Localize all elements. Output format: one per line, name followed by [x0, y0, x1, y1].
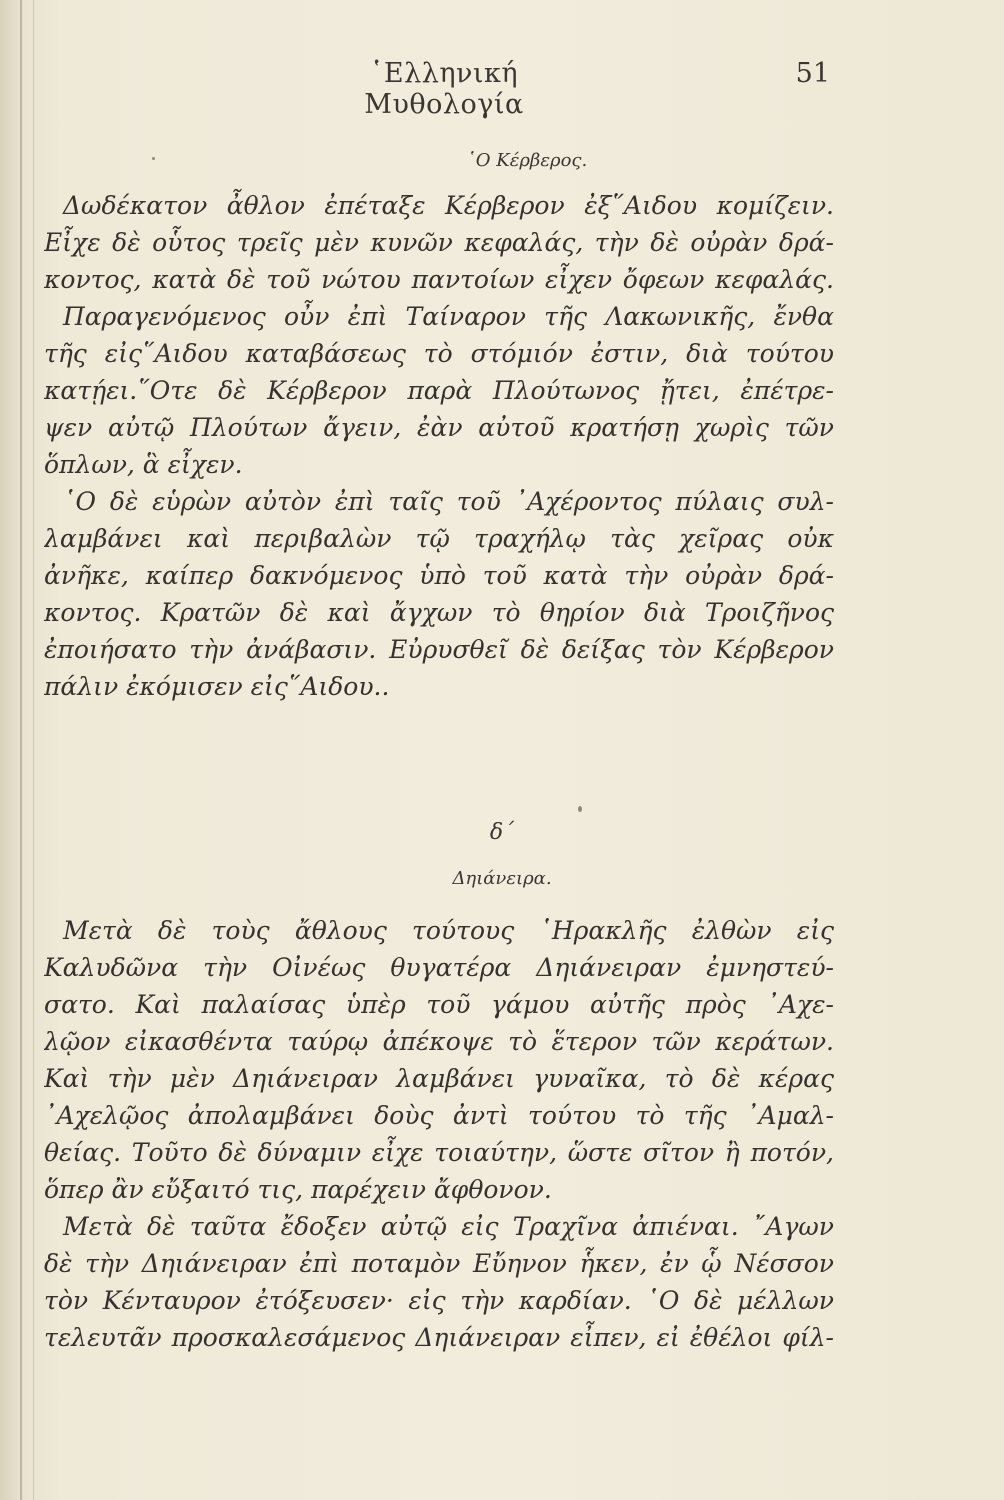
- text-line: ἀνῆκε, καίπερ δακνόμενος ὑπὸ τοῦ κατὰ τὴν οὐρὰν δρά-: [44, 561, 834, 590]
- text-line: ᾿Αχελῷος ἀπολαμβάνει δοὺς ἀντὶ τούτου τὸ τῆς ᾿Αμαλ-: [44, 1101, 834, 1130]
- page-number: 51: [795, 58, 830, 89]
- text-line: λῷον εἰκασθέντα ταύρῳ ἀπέκοψε τὸ ἕτερον τῶν κεράτων.: [44, 1027, 834, 1056]
- text-line: κοντος, κατὰ δὲ τοῦ νώτου παντοίων εἶχεν ὄφεων κεφαλάς.: [44, 265, 834, 294]
- text-line: ὅπερ ἂν εὔξαιτό τις, παρέχειν ἄφθονον.: [44, 1175, 552, 1204]
- text-line: Μετὰ δὲ τοὺς ἄθλους τούτους ῾Ηρακλῆς ἐλθὼν εἰς: [63, 916, 834, 945]
- text-line: ψεν αὐτῷ Πλούτων ἄγειν, ἐὰν αὐτοῦ κρατήσῃ χωρὶς τῶν: [44, 413, 834, 442]
- running-head: ῾Ελληνική Μυθολογία: [364, 58, 524, 120]
- text-line: Εἶχε δὲ οὗτος τρεῖς μὲν κυνῶν κεφαλάς, τὴν δὲ οὐρὰν δρά-: [44, 228, 834, 257]
- ink-speck: [578, 806, 582, 812]
- text-line: τὸν Κένταυρον ἐτόξευσεν· εἰς τὴν καρδίαν. ῾Ο δὲ μέλλων: [44, 1286, 834, 1315]
- section-numeral: δ´: [489, 820, 515, 845]
- text-line: Καλυδῶνα τὴν Οἰνέως θυγατέρα Δηιάνειραν ἐμνηστεύ-: [44, 953, 834, 982]
- text-line: Καὶ τὴν μὲν Δηιάνειραν λαμβάνει γυναῖκα, τὸ δὲ κέρας: [44, 1064, 834, 1093]
- text-line: δὲ τὴν Δηιάνειραν ἐπὶ ποταμὸν Εὔηνον ἧκεν, ἐν ᾧ Νέσσον: [44, 1249, 834, 1278]
- text-line: Μετὰ δὲ ταῦτα ἔδοξεν αὐτῷ εἰς Τραχῖνα ἀπιέναι. ῎Αγων: [63, 1212, 834, 1241]
- text-line: σατο. Καὶ παλαίσας ὑπὲρ τοῦ γάμου αὐτῆς πρὸς ᾿Αχε-: [44, 990, 834, 1019]
- ink-speck: [152, 157, 155, 160]
- text-line: τῆς εἰς῞Αιδου καταβάσεως τὸ στόμιόν ἐστιν, διὰ τούτου: [44, 339, 834, 368]
- section-heading-deianeira: Δηιάνειρα.: [452, 868, 552, 889]
- page-gutter-edge: [20, 0, 22, 1500]
- text-line: κοντος. Κρατῶν δὲ καὶ ἄγχων τὸ θηρίον διὰ Τροιζῆνος: [44, 598, 834, 627]
- page-gutter-shadow: [33, 0, 34, 1500]
- text-line: ἐποιήσατο τὴν ἀνάβασιν. Εὐρυσθεῖ δὲ δείξας τὸν Κέρβερον: [44, 635, 834, 664]
- section-heading-cerberus: ῾Ο Κέρβερος.: [466, 150, 588, 171]
- page-header: [0, 58, 1004, 120]
- text-line: λαμβάνει καὶ περιβαλὼν τῷ τραχήλῳ τὰς χεῖρας οὐκ: [44, 524, 834, 553]
- text-block-cerberus: [44, 187, 834, 705]
- text-line: ὅπλων, ἃ εἶχεν.: [44, 450, 243, 479]
- text-line: Παραγενόμενος οὖν ἐπὶ Ταίναρον τῆς Λακωνικῆς, ἔνθα: [63, 302, 834, 331]
- text-line: ῾Ο δὲ εὑρὼν αὐτὸν ἐπὶ ταῖς τοῦ ᾿Αχέροντος πύλαις συλ-: [63, 487, 834, 516]
- text-block-deianeira: [44, 912, 834, 1356]
- text-line: θείας. Τοῦτο δὲ δύναμιν εἶχε τοιαύτην, ὥστε σῖτον ἢ ποτόν,: [44, 1138, 834, 1167]
- text-line: Δωδέκατον ἆθλον ἐπέταξε Κέρβερον ἐξ῞Αιδου κομίζειν.: [63, 191, 834, 220]
- text-line: τελευτᾶν προσκαλεσάμενος Δηιάνειραν εἶπεν, εἰ ἐθέλοι φίλ-: [44, 1323, 834, 1352]
- text-line: κατῄει.῞Οτε δὲ Κέρβερον παρὰ Πλούτωνος ᾔτει, ἐπέτρε-: [44, 376, 834, 405]
- text-line: πάλιν ἐκόμισεν εἰς῞Αιδου..: [44, 672, 390, 701]
